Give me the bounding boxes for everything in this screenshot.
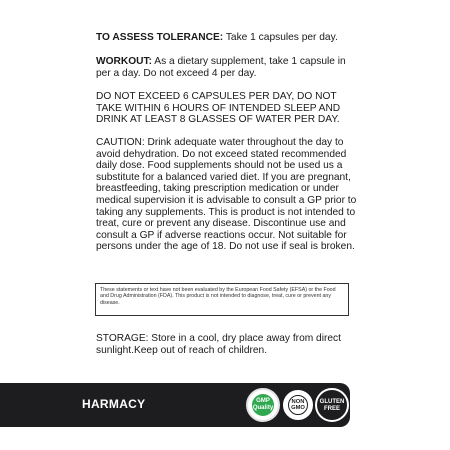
dosage-warning [96,91,358,126]
workout-paragraph [96,56,358,79]
gluten-badge-line1: GLUTEN [319,399,345,405]
gluten-badge-line2: FREE [323,406,340,412]
gmo-badge-line1: NON [291,398,305,405]
tolerance-heading: TO ASSESS TOLERANCE: [96,32,224,43]
gmo-badge-line2: GMO [291,405,305,411]
caution-text: CAUTION: Drink adequate water throughout the day to avoid dehydration. Do not exceed stated recommended daily dose. Food supplements should not be used us a substitute for a balanced varied diet. If you are pregnant, breastfeeding, taking prescription medication or under medical supervision it is advisable to consult a GP prior to taking any supplements. This is product is not intended to treat, cure or prevent any disease. Discontinue use and consult a GP if adverse reactions occur. Not suitable for persons under the age of 18. Do not use if seal is broken. [96,137,357,253]
disclaimer-text: These statements or text have not been evaluated by the European Food Safety (EFSA) or the Food and Drug Administration (FDA). This product is not intended to diagnose, treat, cure or prevent any disease. [100,287,336,306]
disclaimer-box [95,283,349,316]
gmp-quality-badge-icon [246,388,280,422]
tolerance-text: Take 1 capsules per day. [223,32,338,43]
storage-text: STORAGE: Store in a cool, dry place away from direct sunlight.Keep out of reach of children. [96,333,341,356]
caution-paragraph [96,137,358,253]
storage-paragraph [96,333,358,356]
workout-text: As a dietary supplement, take 1 capsule in per a day. Do not exceed 4 per day. [96,56,346,79]
brand-name: HARMACY [82,397,146,411]
tolerance-paragraph [96,32,358,44]
brand-bar [0,383,350,427]
non-gmo-badge-icon [281,388,315,422]
gmp-badge-line1: GMP [256,398,270,404]
gluten-free-badge-icon [315,388,349,422]
workout-heading: WORKOUT: [96,56,153,67]
gmp-badge-line2: Quality [252,405,274,411]
dosage-warning-text: DO NOT EXCEED 6 CAPSULES PER DAY, DO NOT TAKE WITHIN 6 HOURS OF INTENDED SLEEP AND DRINK AT LEAST 8 GLASSES OF WATER PER DAY. [96,91,341,126]
